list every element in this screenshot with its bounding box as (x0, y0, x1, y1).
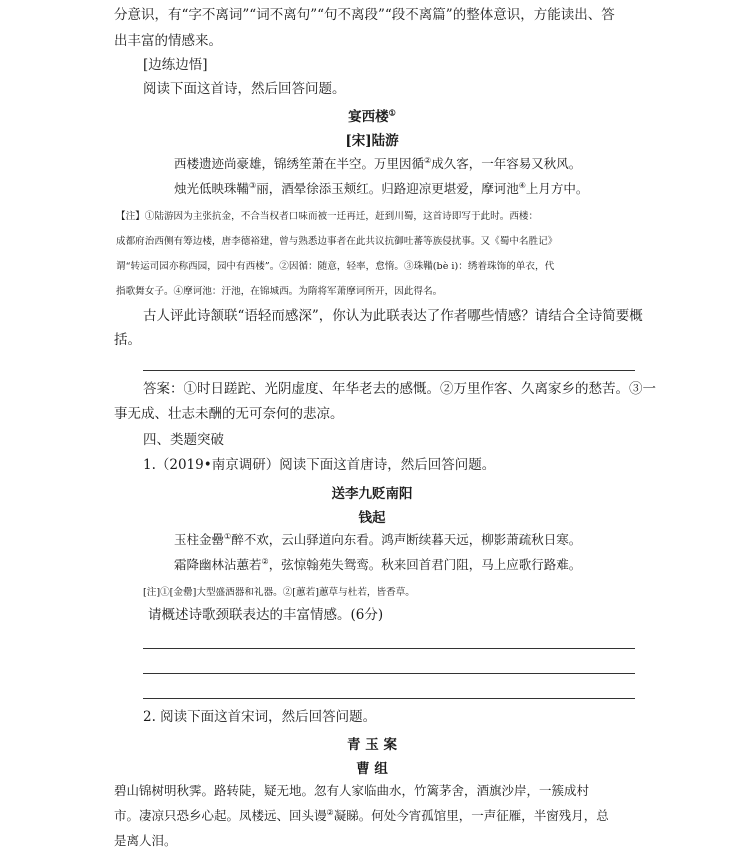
item1-poem-line-2: 霜降幽林沾蕙若②，弦惊翰苑失鸳鸾。秋来回首君门阻，马上应歌行路难。 (174, 556, 582, 572)
item2-title: 青 玉 案 (347, 737, 397, 753)
poem1-author: [宋]陆游 (345, 133, 399, 149)
section-label: [边练边悟] (143, 57, 208, 73)
item2-ci-line-2: 市。凄凉只恐乡心起。凤楼远、回头谩②凝睇。何处今宵孤馆里，一声征雁，半窗残月，总 (114, 807, 609, 823)
item2-ci-line-3: 是离人泪。 (114, 833, 177, 848)
item2-author: 曹 组 (356, 761, 388, 777)
poem1-line-1: 西楼遗迹尚豪雄，锦绣笙萧在半空。万里因循②成久客，一年容易又秋风。 (174, 155, 582, 171)
intro-line-1: 分意识，有“字不离词”“词不离句”“句不离段”“段不离篇”的整体意识，方能读出、答 (114, 7, 615, 23)
instruction-1: 阅读下面这首诗，然后回答问题。 (143, 81, 346, 97)
item1-author: 钱起 (358, 510, 386, 526)
item1-note: [注]①[金罍]大型盛酒器和礼器。②[蕙若]蕙草与杜若，皆香草。 (143, 587, 415, 598)
intro-line-2: 出丰富的情感来。 (114, 33, 222, 49)
notes1-line-1: 【注】①陆游因为主张抗金，不合当权者口味而被一迁再迁，赶到川蜀，这首诗即写于此时。西楼： (116, 211, 539, 222)
poem1-title: 宴西楼① (348, 107, 396, 125)
question1-line-2: 括。 (114, 332, 141, 348)
answer-line (143, 698, 635, 699)
notes1-line-2: 成都府治西侧有筹边楼，唐李德裕建，曾与熟悉边事者在此共议抗御吐蕃等族侵扰事。又《蜀中名胜记》 (116, 236, 558, 247)
answer1-line-2: 事无成、壮志未酬的无可奈何的悲凉。 (114, 406, 344, 422)
item1-question: 请概述诗歌颈联表达的丰富情感。(6分) (148, 607, 384, 623)
answer-line (143, 370, 635, 371)
item2-ci-line-1: 碧山锦树明秋霁。路转陡，疑无地。忽有人家临曲水，竹篱茅舍，酒旗沙岸，一簇成村 (114, 783, 590, 798)
item1-poem-line-1: 玉柱金罍①醉不欢，云山驿道向东看。鸿声断续暮天远，柳影萧疏秋日寒。 (174, 531, 582, 547)
notes1-line-4: 指歌舞女子。④摩诃池：汙池，在锦城西。为隋将军萧摩诃所开，因此得名。 (116, 286, 443, 297)
answer1-line-1: 答案：①时日蹉跎、光阴虚度、年华老去的感慨。②万里作客、久离家乡的愁苦。③一 (143, 381, 656, 397)
poem1-line-2: 烛光低映珠鞴③丽，酒晕徐添玉颊红。归路迎凉更堪爱，摩诃池④上月方中。 (174, 180, 589, 196)
answer-line (143, 648, 635, 649)
item1-prompt: 1.（2019•南京调研）阅读下面这首唐诗，然后回答问题。 (143, 457, 496, 473)
question1-line-1: 古人评此诗颔联“语轻而感深”，你认为此联表达了作者哪些情感？请结合全诗简要概 (143, 308, 643, 324)
section-4-heading: 四、类题突破 (143, 432, 224, 448)
item1-title: 送李九贬南阳 (331, 486, 413, 502)
answer-line (143, 673, 635, 674)
notes1-line-3: 谓“转运司园亦称西园，园中有西楼”。②因循：随意，轻率，怠惰。③珠鞴(bè i)：绣着珠饰的单衣，代 (116, 261, 555, 272)
item2-prompt: 2. 阅读下面这首宋词，然后回答问题。 (143, 709, 377, 725)
